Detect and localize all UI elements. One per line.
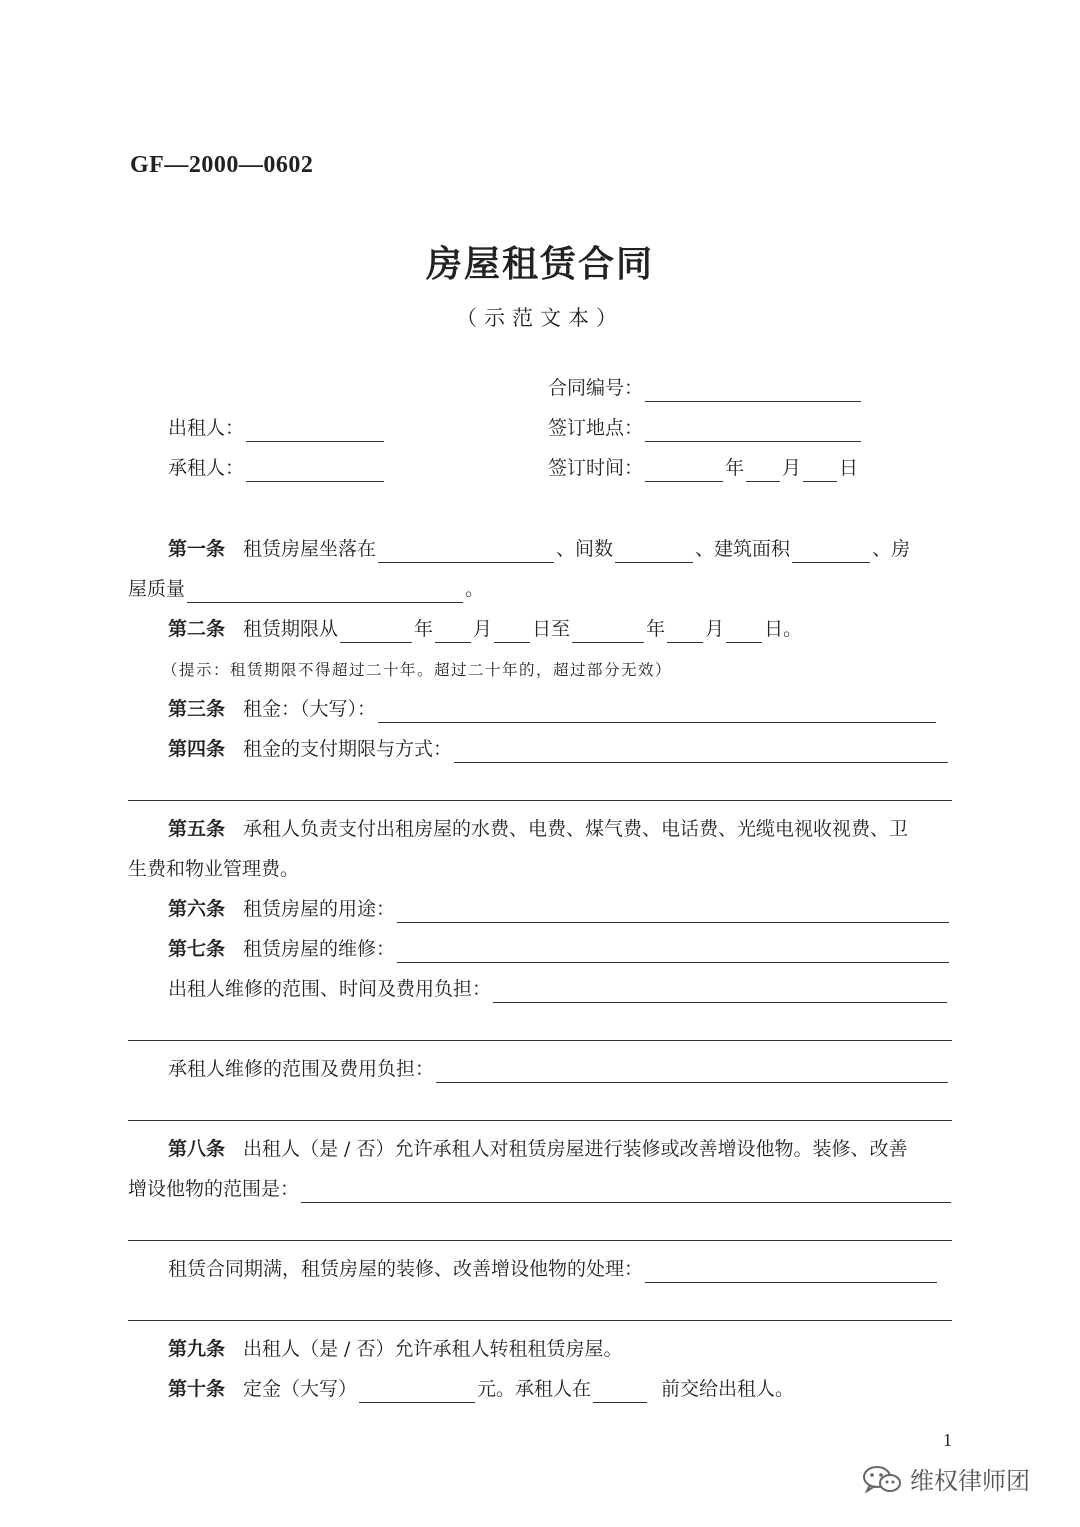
article-5-label: 第五条 <box>168 818 226 840</box>
renovation-handling-blank-2[interactable] <box>128 1320 952 1321</box>
lessee-blank[interactable] <box>246 459 384 482</box>
article-6-line <box>168 895 951 923</box>
article-10-label: 第十条 <box>168 1378 226 1400</box>
usage-blank[interactable] <box>397 900 949 923</box>
article-5-line-1 <box>168 815 908 843</box>
article-9-line <box>168 1335 623 1363</box>
sign-place-label: 签订地点： <box>548 417 644 439</box>
watermark-text: 维权律师团 <box>910 1467 1030 1495</box>
sign-month-blank[interactable] <box>746 459 780 482</box>
start-day-blank[interactable] <box>494 620 530 643</box>
article-3-label: 第三条 <box>168 698 226 720</box>
location-blank[interactable] <box>378 540 554 563</box>
deposit-blank[interactable] <box>359 1380 475 1403</box>
article-9-text: 出租人（是 / 否）允许承租人转租租赁房屋。 <box>243 1338 623 1360</box>
article-8-line-2 <box>128 1175 953 1203</box>
sign-place-row <box>548 414 863 442</box>
article-1-end: 。 <box>465 578 485 600</box>
lease-term-hint: （提示：租赁期限不得超过二十年。超过二十年的，超过部分无效） <box>162 661 673 679</box>
article-1-tail: 、房 <box>872 538 911 560</box>
article-8-label: 第八条 <box>168 1138 226 1160</box>
lessor-label: 出租人： <box>168 417 245 439</box>
deposit-handover-label: 前交给出租人。 <box>661 1378 795 1400</box>
to-label: 日至 <box>532 618 571 640</box>
rent-label: 租金：（大写）： <box>243 698 377 720</box>
lessee-repair-label: 承租人维修的范围及费用负担： <box>168 1058 435 1080</box>
lessee-row <box>168 454 386 482</box>
article-1-text: 租赁房屋坐落在 <box>243 538 377 560</box>
deposit-label: 定金（大写） <box>243 1378 358 1400</box>
contract-no-label: 合同编号： <box>548 377 644 399</box>
article-1-label: 第一条 <box>168 538 226 560</box>
sign-year-label: 年 <box>725 457 745 479</box>
article-8-line-3 <box>168 1255 939 1283</box>
sign-year-blank[interactable] <box>645 459 723 482</box>
lessor-repair-blank-2[interactable] <box>128 1040 952 1041</box>
house-quality-blank[interactable] <box>187 580 463 603</box>
contract-no-row <box>548 374 863 402</box>
end-day-blank[interactable] <box>726 620 762 643</box>
end-year-label: 年 <box>646 618 666 640</box>
article-2-label: 第二条 <box>168 618 226 640</box>
payment-terms-blank[interactable] <box>454 740 948 763</box>
page-number: 1 <box>943 1430 952 1450</box>
deposit-unit-label: 元。承租人在 <box>477 1378 592 1400</box>
lessor-row <box>168 414 386 442</box>
article-7-label: 第七条 <box>168 938 226 960</box>
article-4-label: 第四条 <box>168 738 226 760</box>
lessee-repair-blank-2[interactable] <box>128 1120 952 1121</box>
payment-terms-label: 租金的支付期限与方式： <box>243 738 453 760</box>
watermark <box>862 1461 1030 1496</box>
article-6-label: 第六条 <box>168 898 226 920</box>
article-8-line-1 <box>168 1135 908 1163</box>
renovation-handling-blank[interactable] <box>645 1260 937 1283</box>
article-1-line-1 <box>168 535 910 563</box>
renovation-scope-label: 增设他物的范围是： <box>128 1178 300 1200</box>
document-title: 房屋租赁合同 <box>425 243 654 285</box>
lessor-repair-blank[interactable] <box>493 980 947 1003</box>
start-year-blank[interactable] <box>340 620 412 643</box>
contract-no-blank[interactable] <box>645 379 861 402</box>
sign-day-label: 日 <box>839 457 859 479</box>
sign-day-blank[interactable] <box>803 459 837 482</box>
lessor-repair-label: 出租人维修的范围、时间及费用负担： <box>168 978 492 1000</box>
article-8-text: 出租人（是 / 否）允许承租人对租赁房屋进行装修或改善增设他物。装修、改善 <box>243 1138 908 1160</box>
sign-place-blank[interactable] <box>645 419 861 442</box>
deposit-date-blank[interactable] <box>593 1380 647 1403</box>
repair-blank[interactable] <box>397 940 949 963</box>
renovation-scope-blank-2[interactable] <box>128 1240 952 1241</box>
article-2-line <box>168 615 802 643</box>
article-7-line <box>168 935 951 963</box>
start-month-blank[interactable] <box>435 620 471 643</box>
lessee-repair-line <box>168 1055 950 1083</box>
room-count-label: 、间数 <box>556 538 614 560</box>
article-10-line <box>168 1375 794 1403</box>
article-4-line <box>168 735 950 763</box>
sign-time-label: 签订时间： <box>548 457 644 479</box>
lessor-repair-line <box>168 975 949 1003</box>
lease-term-label: 租赁期限从 <box>243 618 339 640</box>
article-5-text: 承租人负责支付出租房屋的水费、电费、煤气费、电话费、光缆电视收视费、卫 <box>243 818 909 840</box>
end-day-label: 日。 <box>764 618 803 640</box>
payment-terms-blank-2[interactable] <box>128 800 952 801</box>
room-count-blank[interactable] <box>615 540 693 563</box>
start-year-label: 年 <box>414 618 434 640</box>
end-month-label: 月 <box>705 618 725 640</box>
article-5-line-2 <box>128 855 299 883</box>
start-month-label: 月 <box>473 618 493 640</box>
lessee-label: 承租人： <box>168 457 245 479</box>
repair-label: 租赁房屋的维修： <box>243 938 396 960</box>
lessee-repair-blank[interactable] <box>436 1060 948 1083</box>
floor-area-blank[interactable] <box>792 540 870 563</box>
lessor-blank[interactable] <box>246 419 384 442</box>
usage-label: 租赁房屋的用途： <box>243 898 396 920</box>
end-month-blank[interactable] <box>667 620 703 643</box>
sign-time-row <box>548 454 858 482</box>
renovation-scope-blank[interactable] <box>301 1180 951 1203</box>
article-5-text-2: 生费和物业管理费。 <box>128 858 300 880</box>
house-quality-label: 屋质量 <box>128 578 186 600</box>
article-3-line <box>168 695 938 723</box>
floor-area-label: 、建筑面积 <box>695 538 791 560</box>
document-subtitle: （示范文本） <box>456 306 624 330</box>
wechat-icon <box>862 1465 902 1493</box>
article-9-label: 第九条 <box>168 1338 226 1360</box>
article-1-line-2 <box>128 575 484 603</box>
end-year-blank[interactable] <box>572 620 644 643</box>
rent-blank[interactable] <box>378 700 936 723</box>
document-code: GF—2000—0602 <box>130 152 314 178</box>
renovation-handling-label: 租赁合同期满，租赁房屋的装修、改善增设他物的处理： <box>168 1258 644 1280</box>
sign-month-label: 月 <box>782 457 802 479</box>
